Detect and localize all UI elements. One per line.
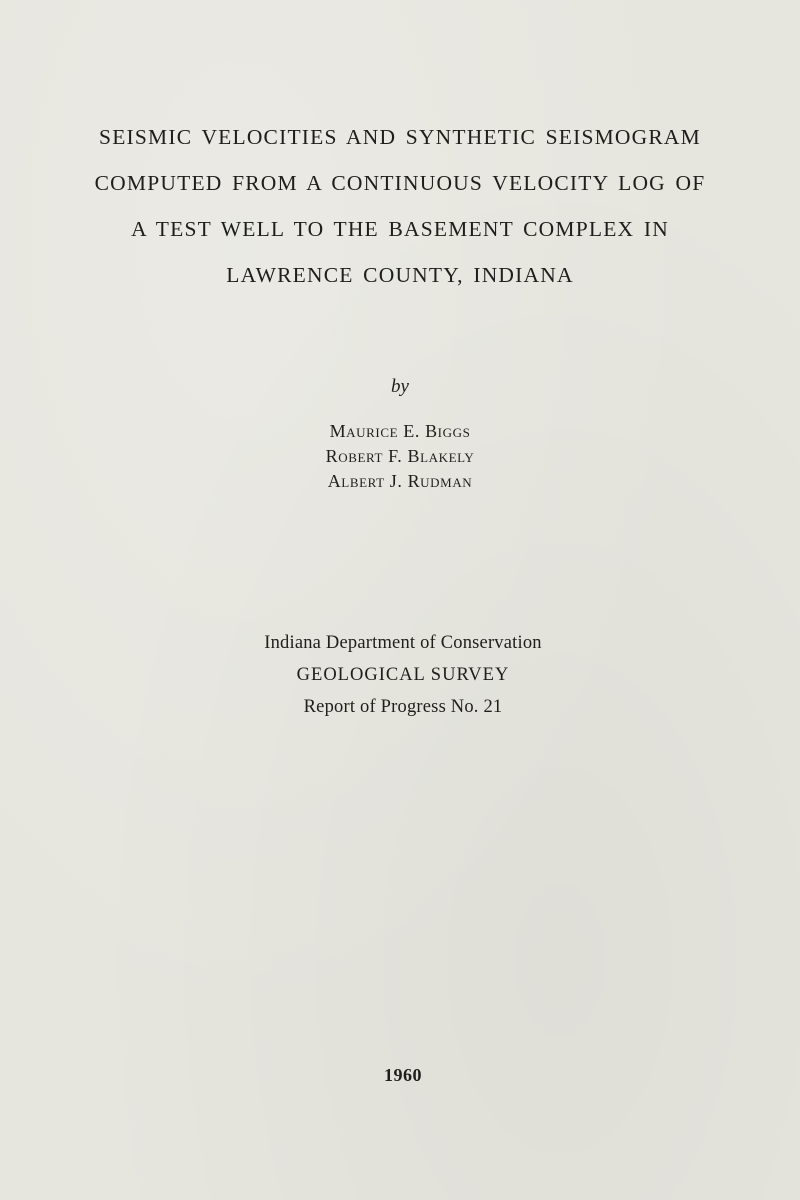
- report-number: Report of Progress No. 21: [303, 697, 503, 717]
- byline: by: [391, 376, 409, 397]
- author-name: Robert F. Blakely: [325, 446, 475, 466]
- survey-name: GEOLOGICAL SURVEY: [296, 665, 510, 685]
- author-list: [0, 419, 800, 494]
- agency-name: Indiana Department of Conservation: [264, 633, 542, 653]
- author-name: Albert J. Rudman: [327, 471, 473, 491]
- title-line: SEISMIC VELOCITIES AND SYNTHETIC SEISMOGRAM: [99, 125, 701, 149]
- title-line: A TEST WELL TO THE BASEMENT COMPLEX IN: [131, 217, 669, 241]
- title-line: COMPUTED FROM A CONTINUOUS VELOCITY LOG OF: [94, 171, 706, 195]
- title-line: LAWRENCE COUNTY, INDIANA: [226, 263, 574, 287]
- publisher-block: [0, 627, 800, 723]
- author-name: Maurice E. Biggs: [329, 421, 471, 441]
- document-title: [40, 114, 760, 298]
- publication-year: 1960: [384, 1065, 422, 1085]
